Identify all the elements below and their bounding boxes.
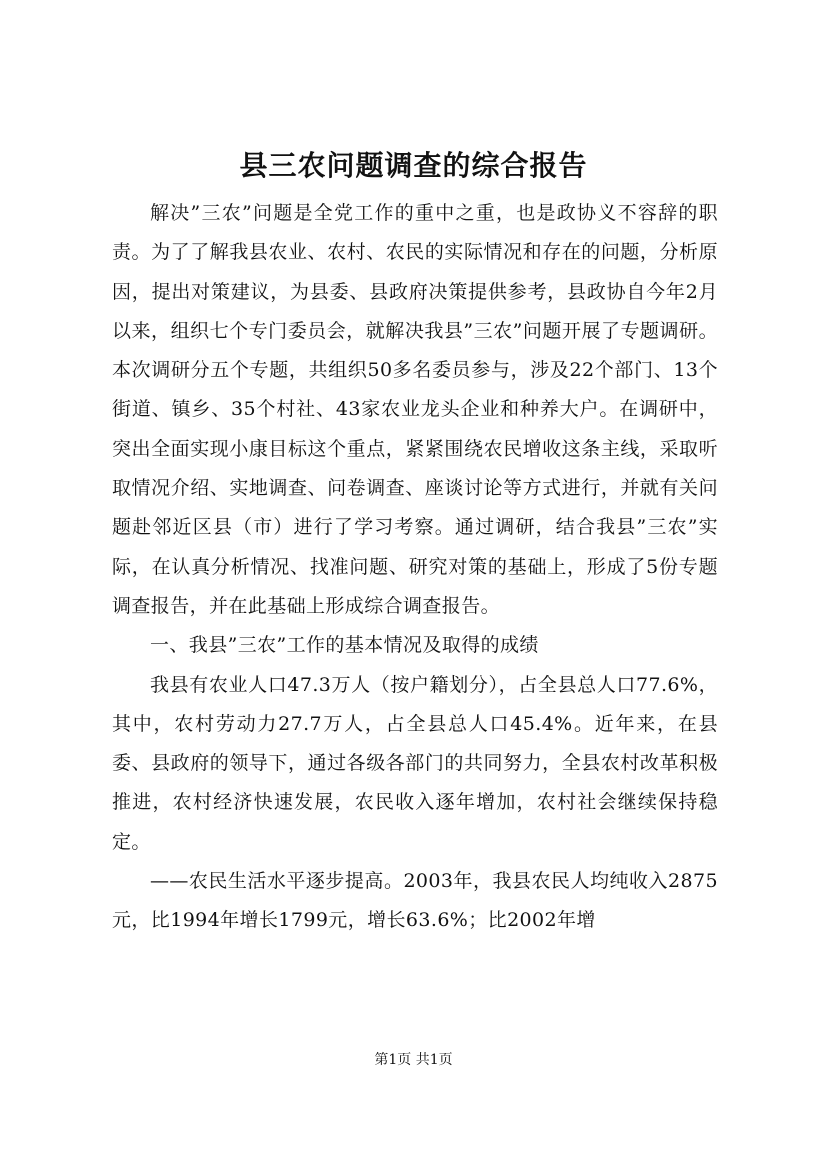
document-body: [112, 194, 718, 941]
page-indicator: 第1页 共1页: [374, 1052, 453, 1068]
paragraph-population: 我县有农业人口47.3万人（按户籍划分），占全县总人口77.6%，其中，农村劳动力27.7万人，占全县总人口45.4%。近年来，在县委、县政府的领导下，通过各级各部门的共同努力，全县农村改革积极推进，农村经济快速发展，农民收入逐年增加，农村社会继续保持稳定。: [112, 673, 718, 853]
paragraph-intro: 解决”三农”问题是全党工作的重中之重，也是政协义不容辞的职责。为了了解我县农业、农村、农民的实际情况和存在的问题，分析原因，提出对策建议，为县委、县政府决策提供参考，县政协自今年2月以来，组织七个专门委员会，就解决我县”三农”问题开展了专题调研。本次调研分五个专题，共组织50多名委员参与，涉及22个部门、13个街道、镇乡、35个村社、43家农业龙头企业和种养大户。在调研中，突出全面实现小康目标这个重点，紧紧围绕农民增收这条主线，采取听取情况介绍、实地调查、问卷调查、座谈讨论等方式进行，并就有关问题赴邻近区县（市）进行了学习考察。通过调研，结合我县”三农”实际，在认真分析情况、找准问题、研究对策的基础上，形成了5份专题调查报告，并在此基础上形成综合调查报告。: [112, 202, 718, 617]
document-title: 县三农问题调查的综合报告: [239, 149, 588, 182]
paragraph-living-standard: ——农民生活水平逐步提高。2003年，我县农民人均纯收入2875元，比1994年增长1799元，增长63.6%；比2002年增: [112, 870, 718, 932]
section-heading-1: 一、我县”三农”工作的基本情况及取得的成绩: [150, 634, 539, 657]
page-footer: [0, 1050, 827, 1070]
